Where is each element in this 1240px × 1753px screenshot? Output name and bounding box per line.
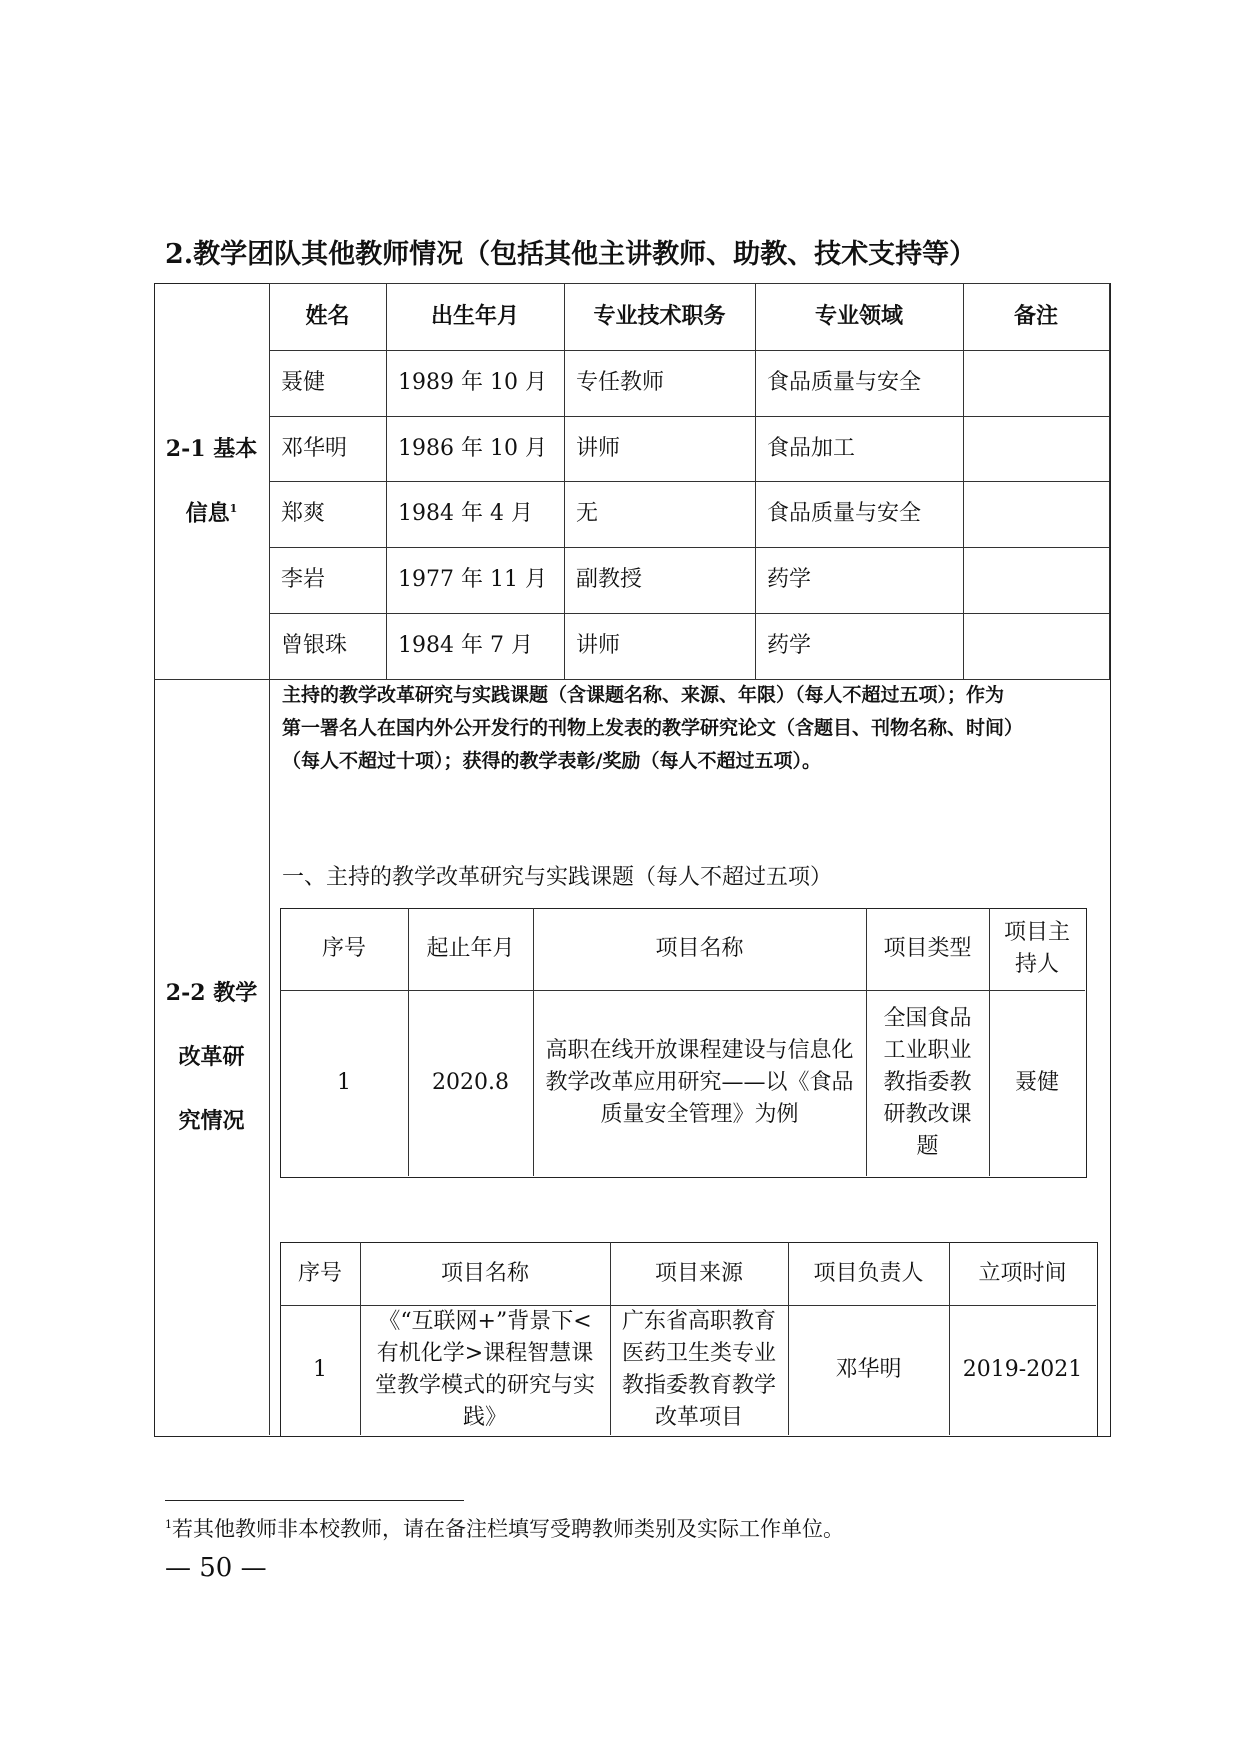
requirement-line: （每人不超过十项）；获得的教学表彰/奖励（每人不超过五项）。 — [282, 750, 821, 772]
table-cell: 1 — [337, 1070, 351, 1096]
label-line: 2-1 基本 — [165, 435, 258, 462]
table-cell: 药学 — [767, 633, 812, 659]
label-text: 信息 — [185, 500, 230, 527]
header-cell: 项目主持人 — [1003, 920, 1070, 977]
label-line: 究情况 — [178, 1108, 245, 1134]
table-cell: 药学 — [767, 567, 812, 593]
table-cell: 邓华明 — [835, 1357, 902, 1383]
label-line: 改革研 — [178, 1044, 245, 1070]
footnote-mark: 1 — [165, 1518, 172, 1531]
header-cell: 项目名称 — [655, 936, 744, 962]
page-number: — 50 — — [165, 1553, 267, 1583]
subheading: 一、主持的教学改革研究与实践课题（每人不超过五项） — [282, 865, 833, 890]
header-cell: 序号 — [321, 936, 366, 962]
table-cell — [963, 481, 1109, 547]
table-cell: 聂健 — [281, 370, 326, 396]
table-cell: 《“互联网+”背景下<有机化学>课程智慧课堂教学模式的研究与实践》 — [374, 1309, 595, 1430]
table-cell: 2019-2021 — [962, 1357, 1083, 1383]
table-cell: 1984 年 7 月 — [398, 633, 533, 659]
table-cell: 1984 年 4 月 — [398, 501, 533, 527]
table-cell: 2020.8 — [432, 1070, 509, 1096]
table-cell — [963, 416, 1109, 481]
header-cell: 姓名 — [305, 302, 350, 329]
requirement-line: 主持的教学改革研究与实践课题（含课题名称、来源、年限）（每人不超过五项）；作为 — [282, 684, 1005, 706]
table-cell: 高职在线开放课程建设与信息化教学改革应用研究——以《食品质量安全管理》为例 — [545, 1038, 854, 1127]
table-cell — [963, 613, 1109, 679]
header-cell: 项目类型 — [883, 936, 972, 962]
header-cell: 序号 — [297, 1260, 342, 1286]
label-line — [186, 479, 238, 543]
footnote-text: 若其他教师非本校教师，请在备注栏填写受聘教师类别及实际工作单位。 — [172, 1517, 844, 1541]
requirement-line: 第一署名人在国内外公开发行的刊物上发表的教学研究论文（含题目、刊物名称、时间） — [282, 717, 1024, 739]
table-cell: 无 — [576, 501, 599, 527]
header-cell: 出生年月 — [430, 302, 519, 329]
footnote-separator — [165, 1500, 464, 1501]
header-cell: 项目名称 — [440, 1260, 529, 1286]
footnote-mark: 1 — [229, 501, 238, 515]
section-label-basic-info — [154, 283, 269, 679]
table-cell: 1977 年 11 月 — [398, 567, 547, 593]
table-cell — [963, 547, 1109, 613]
label-line: 2-2 教学 — [165, 980, 258, 1006]
table-cell: 李岩 — [281, 567, 326, 593]
header-cell: 项目来源 — [654, 1260, 743, 1286]
table-cell: 专任教师 — [576, 370, 665, 396]
header-cell: 专业技术职务 — [593, 302, 726, 329]
table-cell: 副教授 — [576, 567, 643, 593]
table-cell: 食品加工 — [767, 435, 856, 461]
table-cell: 讲师 — [576, 435, 621, 461]
header-cell: 项目负责人 — [813, 1260, 924, 1286]
table-cell: 曾银珠 — [281, 633, 348, 659]
table-cell: 广东省高职教育医药卫生类专业教指委教育教学改革项目 — [621, 1309, 776, 1430]
table-cell: 聂健 — [1014, 1070, 1059, 1096]
header-cell: 起止年月 — [426, 936, 515, 962]
column-divider — [1109, 283, 1110, 679]
table-cell: 讲师 — [576, 633, 621, 659]
section-label-teaching-reform — [154, 679, 269, 1435]
table-cell: 全国食品工业职业教指委教研教改课题 — [883, 1006, 972, 1159]
table-cell: 郑爽 — [281, 501, 326, 527]
requirement-text — [282, 679, 1112, 778]
table-cell — [963, 350, 1109, 416]
table-cell: 1 — [313, 1357, 327, 1383]
table-cell: 1989 年 10 月 — [398, 370, 547, 396]
table-cell: 食品质量与安全 — [767, 370, 922, 396]
section-title: 2.教学团队其他教师情况（包括其他主讲教师、助教、技术支持等） — [165, 239, 977, 270]
header-cell: 备注 — [1013, 302, 1058, 329]
footnote — [165, 1513, 844, 1543]
table-cell: 食品质量与安全 — [767, 501, 922, 527]
header-cell: 立项时间 — [978, 1260, 1067, 1286]
header-cell: 专业领域 — [814, 302, 903, 329]
table-cell: 邓华明 — [281, 435, 348, 461]
table-cell: 1986 年 10 月 — [398, 435, 547, 461]
